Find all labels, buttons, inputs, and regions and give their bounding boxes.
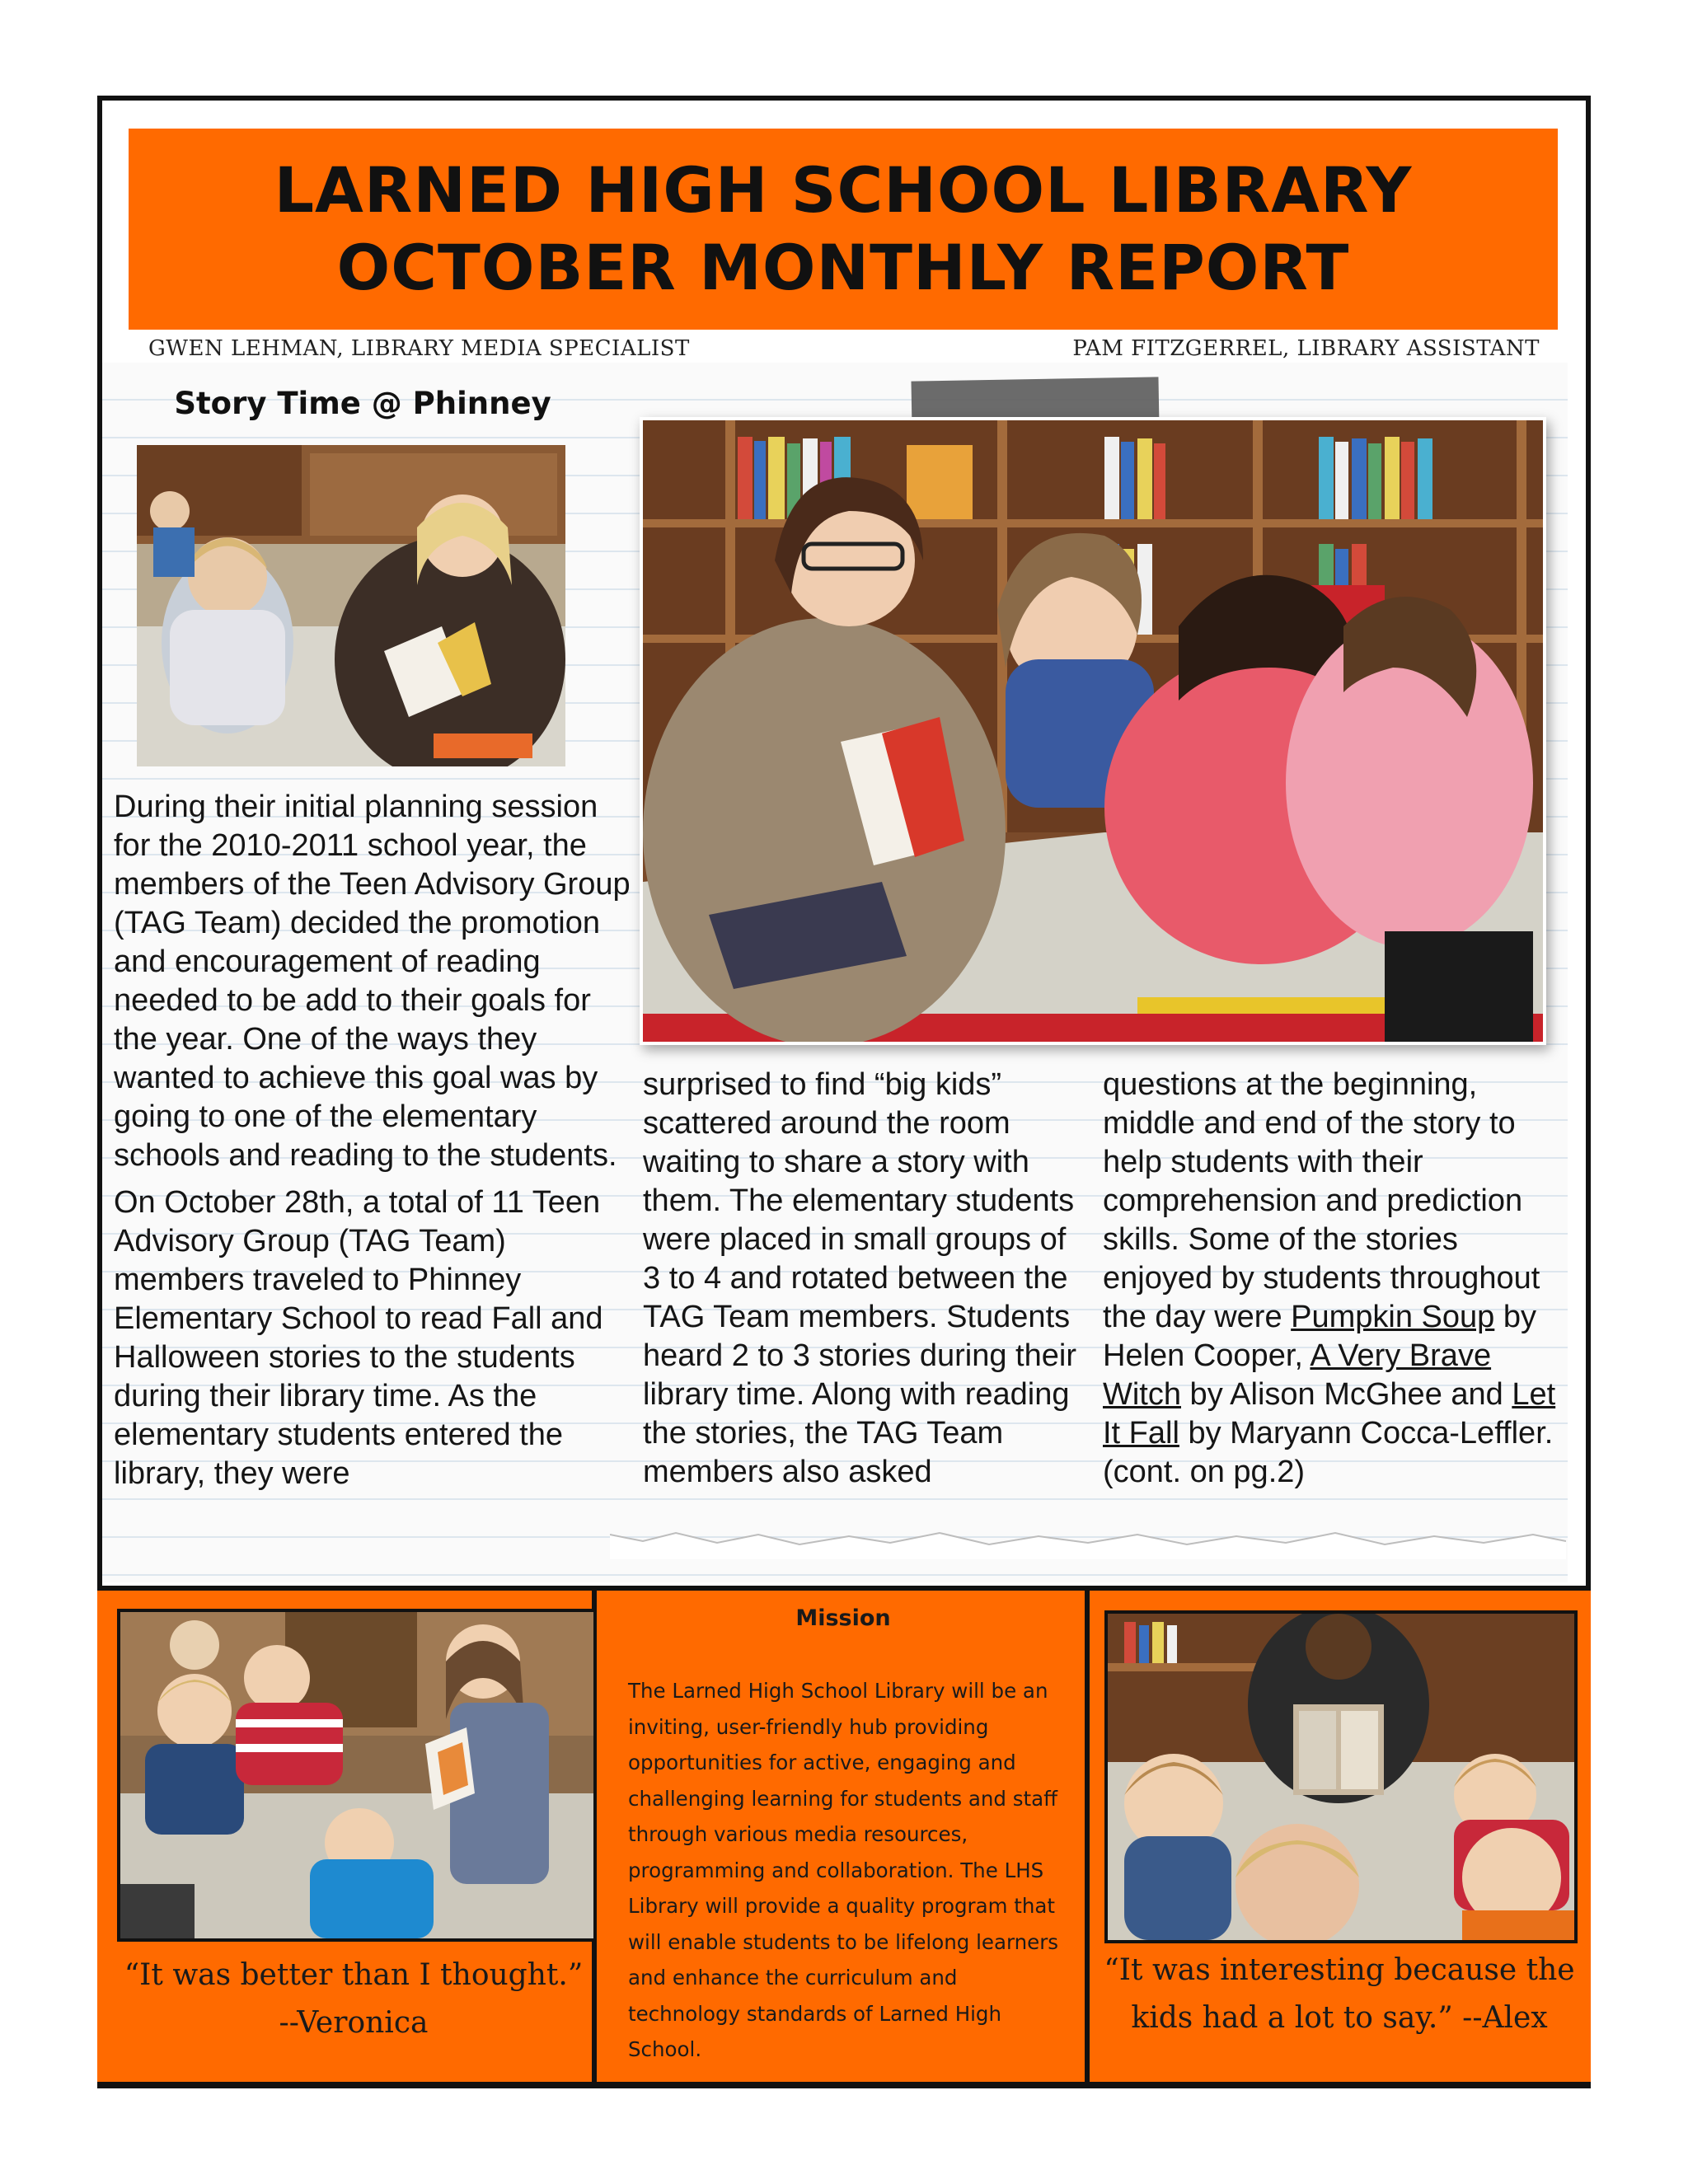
article-column-1 [114, 788, 633, 1502]
article-column-3 [1103, 1066, 1564, 1500]
story-time-photo-bottom-left [117, 1609, 597, 1942]
story-time-photo-main [640, 417, 1546, 1045]
story-time-photo-small [137, 445, 565, 766]
article-paragraph-4 [1103, 1066, 1564, 1492]
story-time-photo-bottom-right [1104, 1610, 1578, 1943]
report-title-line-1: LARNED HIGH SCHOOL LIBRARY [274, 153, 1413, 227]
torn-paper-edge [610, 1526, 1566, 1559]
article-col3-intro: questions at the beginning, middle and end of the story to help students with their comprehension and prediction skills. Some of the stories enjoyed by students throughout the day were [1103, 1067, 1540, 1334]
library-assistant-credit: PAM FITZGERREL, LIBRARY ASSISTANT [1072, 336, 1540, 361]
band-divider-right [1085, 1586, 1090, 2087]
title-banner [129, 129, 1558, 330]
student-quote-alex: “It was interesting because the kids had a lot to say.” --Alex [1104, 1953, 1575, 2035]
book-author-2: by Alison McGhee and [1181, 1377, 1512, 1412]
student-quote-veronica: “It was better than I thought.” --Veronica [124, 1958, 584, 2040]
article-paragraph-3: surprised to find “big kids” scattered around the room waiting to share a story with them. The elementary students were placed in small groups of 3 to 4 and rotated between the TAG Team members. Students heard 2 to 3 stories during their library time. Along with reading the stories, the TAG Team members also asked [643, 1067, 1076, 1489]
article-column-2 [643, 1066, 1080, 1500]
book-title-pumpkin-soup: Pumpkin Soup [1291, 1300, 1495, 1334]
book-title-let-it-fall: Let It Fall [1103, 1377, 1556, 1451]
book-author-1: by Helen Cooper, [1103, 1300, 1536, 1373]
mission-heading: Mission [795, 1605, 891, 1631]
media-specialist-credit: GWEN LEHMAN, LIBRARY MEDIA SPECIALIST [148, 336, 690, 361]
book-title-very-brave-witch: A Very Brave Witch [1103, 1338, 1492, 1412]
mission-statement: The Larned High School Library will be an inviting, user-friendly hub providing opportunities for active, engaging and challenging learning for students and staff through various media resources, programming and collaboration. The LHS Library will provide a quality program that will enable students to be lifelong learners and enhance the curriculum and technology standards of Larned High School. [628, 1679, 1059, 2061]
article-heading: Story Time @ Phinney [174, 386, 551, 421]
article-paragraph-2: On October 28th, a total of 11 Teen Advisory Group (TAG Team) members traveled to Phinney Elementary School to read Fall and Halloween stories to the students during their library time. As the elementary students entered the library, they were [114, 1185, 603, 1491]
book-author-3: by Maryann Cocca-Leffler. (cont. on pg.2) [1103, 1416, 1554, 1489]
article-paragraph-1: During their initial planning session for the 2010-2011 school year, the members of the Teen Advisory Group (TAG Team) decided the promotion and encouragement of reading needed to be add to their goals for the year. One of the ways they wanted to achieve this goal was by going to one of the elementary schools and reading to the students. [114, 790, 631, 1173]
report-title-line-2: OCTOBER MONTHLY REPORT [336, 231, 1350, 304]
